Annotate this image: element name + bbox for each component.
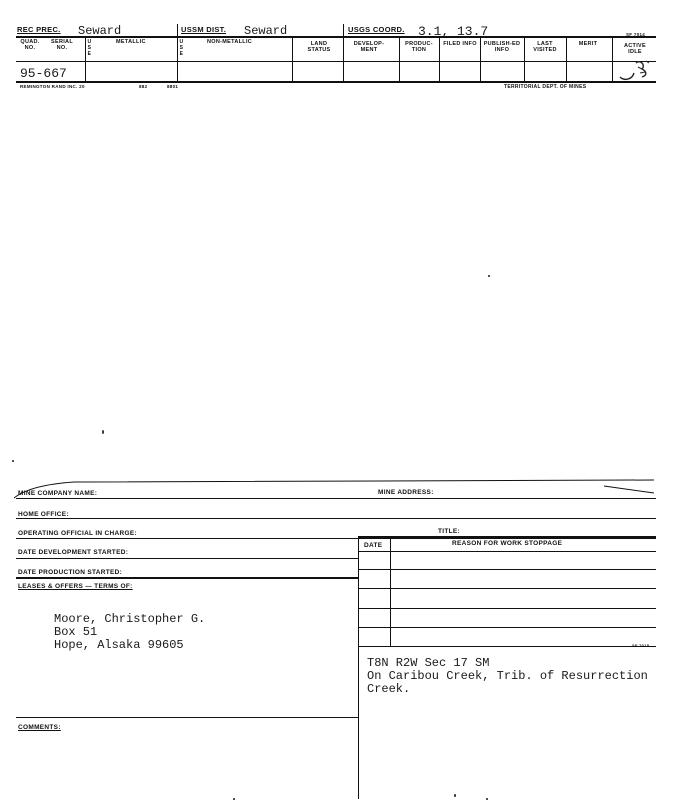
leases-label: LEASES & OFFERS — TERMS OF:	[18, 583, 133, 590]
lessee-address-block	[54, 613, 205, 652]
rec-prec-value: Seward	[78, 24, 122, 38]
rec-prec-label: REC PREC.	[17, 25, 61, 34]
location-line-1: T8N R2W Sec 17 SM	[367, 656, 490, 670]
usgs-coord-label: USGS COORD.	[348, 25, 405, 34]
col-use-metallic: U S E	[87, 39, 92, 57]
stoppage-date-divider	[390, 537, 391, 646]
center-divider	[358, 537, 359, 799]
col-last-visited: LAST VISITED	[533, 41, 557, 53]
department-label: TERRITORIAL DEPT. OF MINES	[504, 84, 587, 90]
col-non-metallic: NON-METALLIC	[207, 39, 253, 45]
col-active-idle: ACTIVE IDLE	[624, 43, 646, 55]
location-block	[367, 657, 648, 696]
stoppage-header-bottom	[358, 551, 656, 552]
col-development: DEVELOP-MENT	[353, 41, 385, 53]
rule-date-development	[16, 558, 358, 559]
col-metallic: METALLIC	[116, 39, 146, 45]
ussm-dist-value: Seward	[244, 24, 288, 38]
col-merit: MERIT	[578, 41, 598, 47]
col-use-nonmetallic: U S E	[179, 39, 184, 57]
rule-mine-company	[16, 498, 656, 499]
ussm-dist-label: USSM DIST.	[181, 25, 227, 34]
printer-code-1: 882	[139, 84, 148, 89]
rule-comments	[16, 717, 358, 718]
quad-serial-value: 95-667	[20, 66, 67, 81]
comments-label: COMMENTS:	[18, 724, 61, 731]
location-line-2: On Caribou Creek, Trib. of Resurrection	[367, 669, 648, 683]
rule-date-production	[16, 577, 358, 579]
rule-operating-official	[16, 538, 656, 539]
stoppage-row-3	[358, 608, 656, 609]
stoppage-row-2	[358, 588, 656, 589]
mine-address-label: MINE ADDRESS:	[378, 489, 434, 496]
speck-6	[486, 798, 488, 800]
col-filed-info: FILED INFO	[443, 41, 477, 47]
printer-code-2: 8801	[167, 84, 179, 89]
usgs-coord-value: 3.1, 13.7	[418, 24, 489, 39]
rule-home-office	[16, 518, 656, 519]
date-development-label: DATE DEVELOPMENT STARTED:	[18, 549, 129, 556]
col-land-status: LAND STATUS	[307, 41, 331, 53]
speck-5	[454, 794, 456, 797]
stoppage-row-4	[358, 627, 656, 628]
form-number-bottom: SF 7015	[632, 643, 650, 648]
col-serial-no: SERIAL NO.	[51, 39, 73, 51]
speck-4	[233, 798, 235, 800]
stoppage-date-label: DATE	[364, 542, 383, 549]
col-published-info: PUBLISH-ED INFO	[483, 41, 521, 53]
stoppage-reason-label: REASON FOR WORK STOPPAGE	[452, 540, 563, 547]
operating-official-label: OPERATING OFFICIAL IN CHARGE:	[18, 530, 137, 537]
form-number-top: SF 7014	[626, 32, 646, 37]
printer-credit: REMINGTON RAND INC. 20	[20, 84, 85, 89]
lessee-city: Hope, Alsaka 99605	[54, 638, 184, 652]
stoppage-row-1	[358, 569, 656, 570]
lessee-name: Moore, Christopher G.	[54, 612, 206, 626]
mine-company-label: MINE COMPANY NAME:	[18, 490, 98, 497]
date-production-label: DATE PRODUCTION STARTED:	[18, 569, 123, 576]
lessee-box: Box 51	[54, 625, 98, 639]
col-quad-no: QUAD. NO.	[20, 39, 40, 51]
title-label: TITLE:	[438, 528, 461, 535]
home-office-label: HOME OFFICE:	[18, 511, 69, 518]
location-line-3: Creek.	[367, 682, 411, 696]
stoppage-header-rule	[358, 536, 656, 538]
col-production: PRODUC-TION	[405, 41, 433, 53]
card-top-edge	[14, 476, 658, 500]
